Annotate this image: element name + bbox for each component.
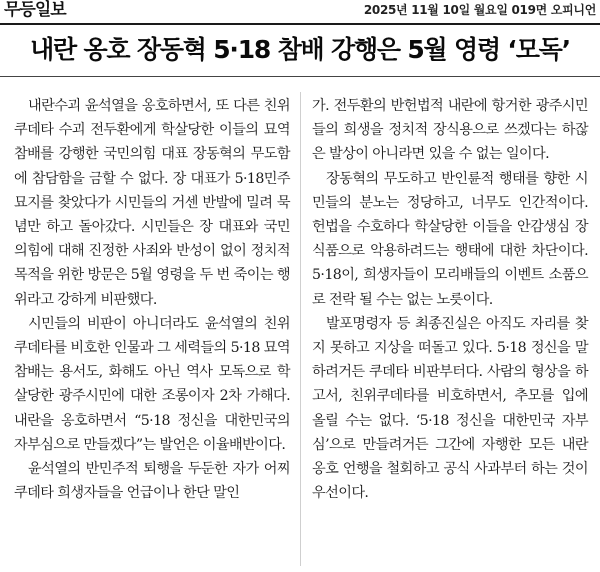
masthead — [4, 0, 596, 22]
paragraph: 발포명령자 등 최종진실은 아직도 자리를 찾지 못하고 지상을 떠돌고 있다. 5·18 정신을 말하려거든 쿠데타 비판부터다. 사람의 형상을 하고서, 친위쿠데타를 비호하면서, 추모를 입에 올릴 수는 없다. ‘5·18 정신을 대한민국 자부심’으로 만들려거든 그간에 자행한 모든 내란 옹호 언행을 철회하고 공식 사과부터 하는 것이 우선이다. — [312, 315, 588, 502]
dateline: 2025년 11월 10일 월요일 019면 오피니언 — [363, 3, 596, 17]
column-divider — [300, 92, 301, 566]
paragraph: 장동혁의 무도하고 반인륜적 행태를 향한 시민들의 분노는 정당하고, 너무도 인간적이다. 헌법을 수호하다 학살당한 이들을 안감생심 장식품으로 악용하려드는 행태에 대한 차단이다. 5·18이, 희생자들이 모리배들의 이벤트 소품으로 전락 될 수는 없는 노릇이다. — [312, 170, 588, 308]
top-rule — [0, 23, 600, 25]
article-column-left — [14, 94, 290, 505]
paragraph: 내란수괴 윤석열을 옹호하면서, 또 다른 친위쿠데타 수괴 전두환에게 학살당한 이들의 묘역 참배를 강행한 국민의힘 대표 장동혁의 무도함에 참담함을 금할 수 없다. 장 대표가 5·18민주묘지를 찾았다가 시민들의 거센 반발에 밀려 묵념만 하고 돌아갔다. 시민들은 장 대표와 국민의힘에 대해 진정한 사죄와 반성이 없이 정치적 목적을 위한 방문은 5월 영령을 두 번 죽이는 행위라고 강하게 비판했다. — [14, 98, 290, 308]
newspaper-logo: 무등일보 — [4, 0, 66, 20]
headline: 내란 옹호 장동혁 5·18 참배 강행은 5월 영령 ‘모독’ — [30, 35, 570, 64]
headline-rule — [0, 76, 600, 77]
article-column-right — [312, 94, 588, 505]
paragraph: 가. 전두환의 반헌법적 내란에 항거한 광주시민들의 희생을 정치적 장식용으로 쓰겠다는 하잖은 발상이 아니라면 있을 수 없는 일이다. — [312, 98, 588, 163]
paragraph: 시민들의 비판이 아니더라도 윤석열의 친위쿠데타를 비호한 인물과 그 세력들의 5·18 묘역 참배는 용서도, 화해도 아닌 역사 모독으로 학살당한 광주시민에 대한 조롱이자 2차 가해다. 내란을 옹호하면서 “5·18 정신을 대한민국의 자부심으로 만들겠다”는 발언은 이율배반이다. — [14, 315, 290, 453]
paragraph: 윤석열의 반민주적 퇴행을 두둔한 자가 어찌 쿠데타 희생자들을 언급이나 한단 말인 — [14, 461, 290, 502]
